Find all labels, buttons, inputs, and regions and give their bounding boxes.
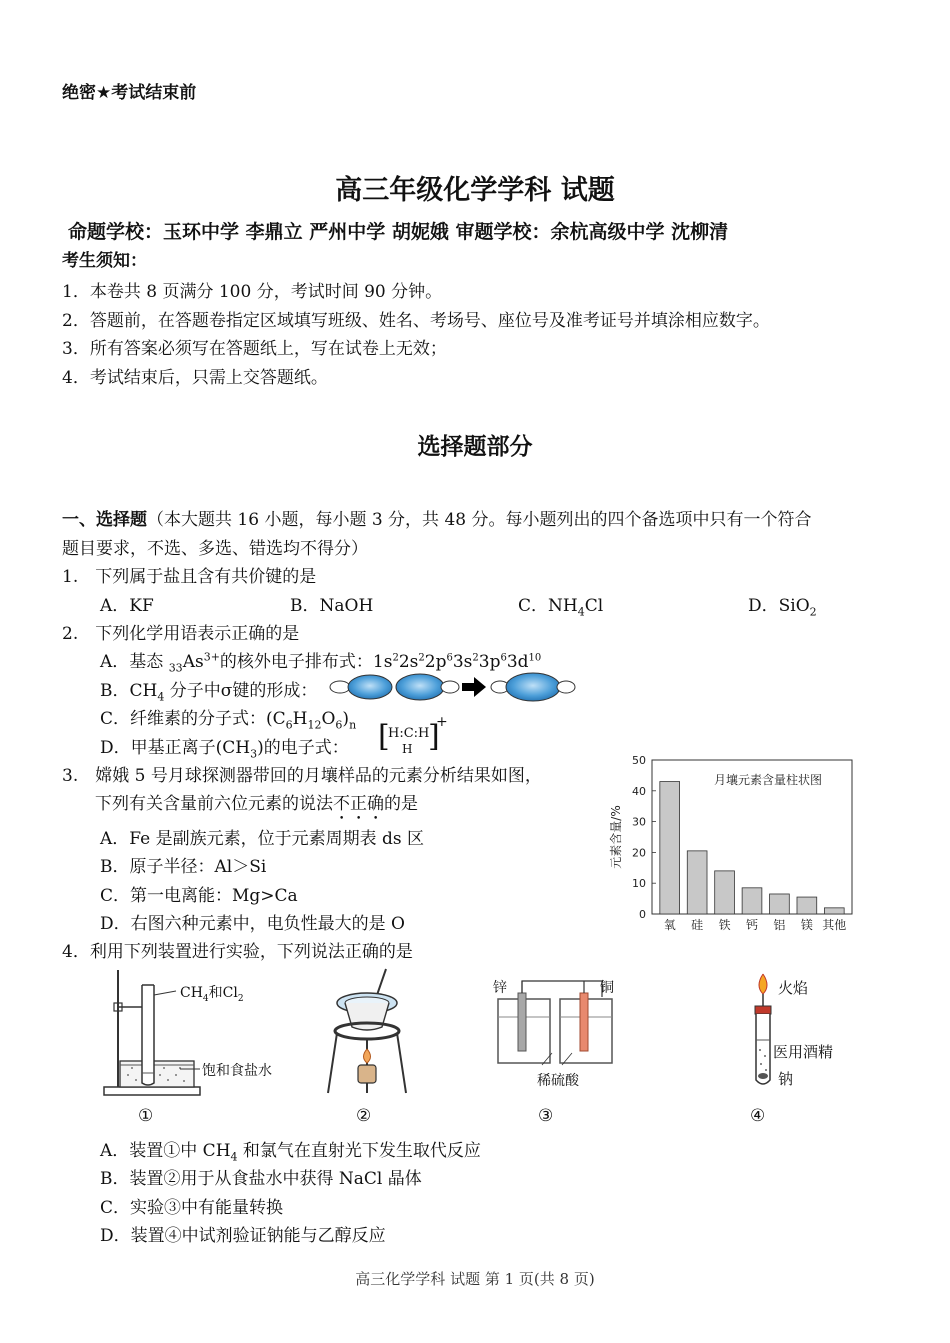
q3-option-b: B．原子半径：Al＞Si (100, 857, 267, 877)
chart-xtick-1: 氧 (663, 918, 676, 932)
overlap-orbital-result (491, 673, 575, 701)
q3-option-c: C．第一电离能：Mg>Ca (100, 886, 298, 906)
chart-xtick-3: 铁 (718, 918, 731, 932)
chart-bar-2 (687, 851, 707, 914)
label-ch4-cl2: $CH_4$和$Cl_2$ (180, 985, 244, 1004)
chart-xtick-5: 铝 (773, 918, 786, 932)
methyl-cation-formula (378, 714, 448, 762)
q2-option-d: D．甲基正离子$(CH_3)$的电子式： (100, 738, 349, 761)
q1-option-c: C．$NH_4Cl$ (518, 596, 604, 619)
chart-xtick-4: 钙 (745, 918, 759, 932)
chart-xtick-2: 硅 (691, 918, 704, 932)
apparatus-2-diagram (322, 965, 412, 1097)
bracket-left: [ (378, 719, 390, 754)
notice-item-1: 1．本卷共 8 页满分 100 分，考试时间 90 分钟。 (62, 282, 443, 302)
q4-option-a: A．装置①中 $CH_4$ 和氯气在直射光下发生取代反应 (100, 1141, 481, 1164)
q4-option-c: C．实验③中有能量转换 (100, 1198, 284, 1218)
apparatus-number-4: ④ (750, 1106, 766, 1126)
notice-item-2: 2．答题前，在答题卷指定区域填写班级、姓名、考场号、座位号及准考证号并填涂相应数字。 (62, 311, 770, 331)
label-dilute-sulfuric-acid: 稀硫酸 (537, 1073, 579, 1089)
chart-bar-4 (742, 888, 762, 914)
q3-option-d: D．右图六种元素中，电负性最大的是 O (100, 914, 405, 934)
part1-header (62, 505, 812, 530)
section-title: 选择题部分 (417, 434, 533, 460)
q3-stem-1: 3. 嫦娥 5 号月球探测器带回的月壤样品的元素分析结果如图， (62, 766, 542, 786)
apparatus-number-1: ① (138, 1106, 154, 1126)
orbital-overlap-diagram (328, 670, 578, 704)
chart-ytick-0: 0 (639, 908, 646, 921)
chart-ytick-40: 40 (632, 784, 646, 798)
element-content-chart (600, 748, 860, 938)
label-sodium: 钠 (778, 1070, 794, 1088)
part1-desc1: （本大题共 16 小题，每小题 3 分，共 48 分。每小题列出的四个备选项中只有一个符合 (147, 510, 812, 530)
chart-title: 月壤元素含量柱状图 (713, 773, 823, 787)
electron-config: $1s^22s^22p^63s^23p^63d^{10}$ (372, 652, 542, 672)
apparatus-number-3: ③ (538, 1106, 554, 1126)
chart-ytick-20: 20 (632, 846, 646, 860)
q3-stem-2: 下列有关含量前六位元素的说法不正确的是 (95, 794, 418, 814)
arrow-icon (462, 677, 486, 697)
page-footer: 高三化学学科 试题 第 1 页(共 8 页) (355, 1270, 595, 1288)
s-orbital-left (330, 675, 392, 699)
notice-heading: 考生须知： (62, 251, 147, 271)
emphasis-incorrect: 不正确 (333, 794, 384, 814)
notice-item-3: 3．所有答案必须写在答题纸上，写在试卷上无效； (62, 339, 447, 359)
chart-bar-6 (797, 897, 817, 914)
part1-desc2: 题目要求，不选、多选、错选均不得分） (62, 539, 368, 559)
chart-ytick-30: 30 (632, 815, 646, 829)
notice-item-4: 4．考试结束后，只需上交答题纸。 (62, 368, 328, 388)
chart-ytick-10: 10 (632, 877, 646, 891)
chart-xtick-6: 镁 (800, 918, 813, 932)
chart-bar-7 (824, 908, 844, 914)
chart-ylabel: 元素含量/% (609, 805, 623, 869)
p-orbital-middle (396, 674, 459, 700)
chart-bar-1 (660, 782, 680, 914)
q1-option-a: A．KF (100, 596, 154, 616)
chart-bar-5 (770, 894, 790, 914)
chart-xtick-7: 其他 (822, 918, 847, 932)
q4-stem: 4．利用下列装置进行实验，下列说法正确的是 (62, 942, 413, 962)
label-copper: 铜 (600, 980, 614, 996)
label-medical-alcohol: 医用酒精 (773, 1043, 834, 1061)
formula-charge: + (436, 714, 448, 730)
label-zinc: 锌 (493, 980, 507, 996)
page-title: 高三年级化学学科 试题 (335, 175, 615, 206)
label-brine: 饱和食盐水 (202, 1063, 272, 1079)
q4-option-d: D．装置④中试剂验证钠能与乙醇反应 (100, 1226, 386, 1246)
q2-option-b: B．$CH_4$ 分子中σ键的形成： (100, 681, 318, 704)
chart-ytick-50: 50 (632, 754, 646, 767)
q1-option-b: B．NaOH (290, 596, 374, 616)
secret-label: 绝密★考试结束前 (62, 83, 197, 103)
q2-stem: 2. 下列化学用语表示正确的是 (62, 624, 300, 644)
formula-bottom: H (402, 742, 413, 756)
q2-option-a: A．基态 $_{33}As^{3+}$的核外电子排布式：$1s^22s^22p^63s^23p^63d^{10}$ (100, 650, 542, 675)
q1-stem: 1. 下列属于盐且含有共价键的是 (62, 567, 317, 587)
apparatus-number-2: ② (356, 1106, 372, 1126)
q3-option-a: A．Fe 是副族元素，位于元素周期表 ds 区 (100, 829, 425, 849)
chart-bar-3 (715, 871, 735, 914)
formula-top: H:C:H (388, 726, 430, 741)
part1-label: 一、选择题 (62, 510, 147, 530)
q2-option-c: C．纤维素的分子式：$(C_6H_{12}O_6)_n$ (100, 709, 357, 732)
bracket-right: ] (428, 719, 440, 754)
label-flame: 火焰 (778, 979, 809, 997)
authors-line: 命题学校：玉环中学 李鼎立 严州中学 胡妮娥 审题学校：余杭高级中学 沈柳清 (68, 221, 729, 243)
q1-option-d: D．SiO$_2$ (748, 596, 817, 619)
q4-option-b: B．装置②用于从食盐水中获得 NaCl 晶体 (100, 1169, 422, 1189)
